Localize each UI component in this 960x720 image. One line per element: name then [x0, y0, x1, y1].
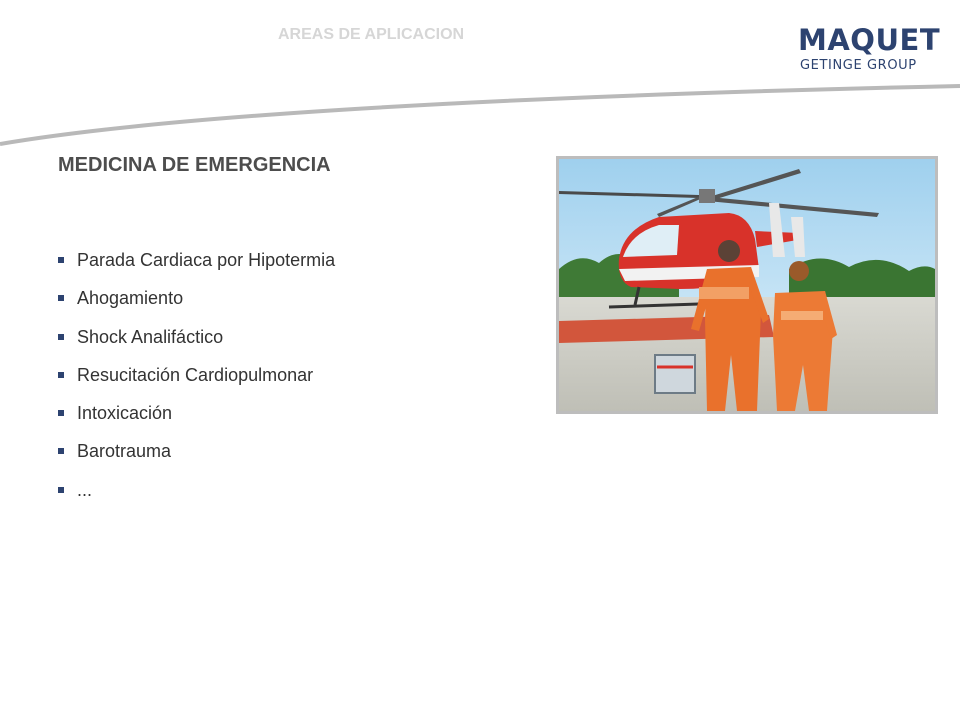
bullet-square-icon: [58, 410, 64, 416]
logo-main-text: MAQUET: [798, 23, 941, 57]
header-swoosh-divider: [0, 80, 960, 150]
helicopter-photo-illustration: [559, 159, 935, 411]
header-title: AREAS DE APLICACION: [278, 26, 465, 43]
bullet-text: Intoxicación: [77, 403, 173, 424]
bullet-text: Barotrauma: [77, 441, 172, 462]
bullet-item: [58, 439, 335, 477]
bullet-square-icon: [58, 334, 64, 340]
bullet-square-icon: [58, 257, 64, 263]
bullet-item: [58, 286, 335, 324]
bullet-item: [58, 325, 335, 363]
bullet-item: [58, 363, 335, 401]
bullet-square-icon: [58, 448, 64, 454]
bullet-list: [58, 248, 335, 516]
bullet-text: ...: [77, 479, 93, 500]
section-title: MEDICINA DE EMERGENCIA: [58, 154, 331, 176]
bullet-item: [58, 401, 335, 439]
bullet-item: [58, 478, 335, 516]
bullet-square-icon: [58, 295, 64, 301]
logo-sub-text: GETINGE GROUP: [800, 58, 917, 73]
bullet-square-icon: [58, 372, 64, 378]
bullet-text: Resucitación Cardiopulmonar: [77, 364, 314, 385]
bullet-item: [58, 248, 335, 286]
maquet-logo: [798, 23, 941, 76]
bullet-square-icon: [58, 487, 64, 493]
helicopter-photo: [556, 156, 938, 414]
bullet-text: Parada Cardiaca por Hipotermia: [77, 250, 336, 270]
bullet-text: Shock Analifáctico: [77, 326, 224, 347]
bullet-text: Ahogamiento: [77, 288, 184, 309]
